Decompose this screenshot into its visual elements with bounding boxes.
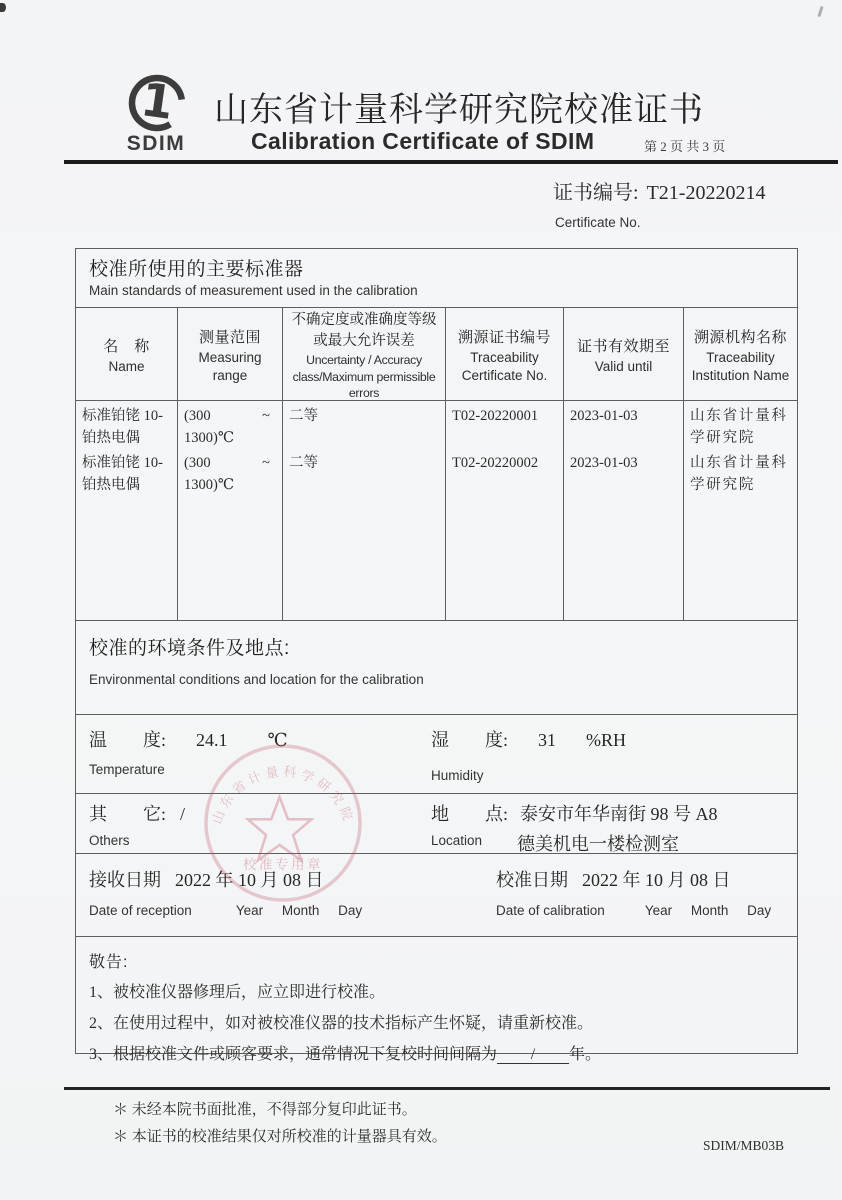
table-cell-institution-row2: 山东省计量科学研究院 <box>690 455 788 494</box>
institution-column <box>684 401 797 620</box>
others-value: / <box>180 804 186 824</box>
calibration-date-field: 校准日期 2022 年 10 月 08 日 Date of calibration Year Month Day <box>496 870 772 918</box>
calibration-label-en: Date of calibration <box>496 903 605 918</box>
grade-column <box>283 401 446 620</box>
temperature-label-en: Temperature <box>89 762 165 777</box>
table-cell-valid-row1: 2023-01-03 <box>570 408 638 424</box>
recalibration-interval-blank: / <box>497 1047 569 1064</box>
location-field: 地 点: 泰安市年华南街 98 号 A8 Location 德美机电一楼检测室 <box>431 804 718 854</box>
standards-title-en: Main standards of measurement used in the calibration <box>89 283 418 298</box>
certificate-number-label: 证书编号: <box>553 182 639 204</box>
table-cell-valid-row2: 2023-01-03 <box>570 455 638 471</box>
divider <box>76 793 797 794</box>
range-column <box>178 401 283 620</box>
notice-item-1: 1、被校准仪器修理后，应立即进行校准。 <box>89 984 386 1001</box>
certificate-number-line <box>553 176 765 205</box>
environment-title-en: Environmental conditions and location for the calibration <box>89 672 424 687</box>
humidity-label-en: Humidity <box>431 768 484 783</box>
divider <box>76 714 797 715</box>
table-cell-grade-row1: 二等 <box>289 408 318 424</box>
reception-date-field: 接收日期 2022 年 10 月 08 日 Date of reception Year Month Day <box>89 870 363 918</box>
logo-text: SDIM <box>126 132 186 155</box>
page-number: 第 2 页 共 3 页 <box>644 139 726 154</box>
scan-speck <box>817 6 823 17</box>
temperature-field: 温 度: 24.1 ℃ Temperature <box>89 730 288 777</box>
others-label-en: Others <box>89 833 130 848</box>
calibration-units-en: Year Month Day <box>644 903 772 918</box>
standards-title-zh: 校准所使用的主要标准器 <box>89 259 304 280</box>
scan-speck <box>0 3 6 12</box>
col-header-traceability-cert: 溯源证书编号 Traceability Certificate No. <box>446 308 564 404</box>
reception-units-en: Year Month Day <box>235 903 363 918</box>
table-cell-grade-row2: 二等 <box>289 455 318 471</box>
table-cell-name-row2: 标准铂铑 10-铂热电偶 <box>82 455 163 494</box>
name-column <box>76 401 178 620</box>
header-rule <box>64 160 838 164</box>
sdim-logo-icon <box>117 72 195 136</box>
col-header-institution: 溯源机构名称 Traceability Institution Name <box>691 328 790 383</box>
calibration-date-value: 2022 年 10 月 08 日 <box>582 870 731 890</box>
divider <box>76 853 797 854</box>
temperature-unit: ℃ <box>267 730 288 750</box>
location-value-line1: 泰安市年华南街 98 号 A8 <box>520 804 718 824</box>
stamp-arc-text: 山东省计量科学研究院 <box>209 763 357 826</box>
page-title-zh: 山东省计量科学研究院校准证书 <box>214 92 704 129</box>
col-header-uncertainty: 不确定度或准确度等级或最大允许误差 Uncertainty / Accuracy class/Maximum permissible errors <box>283 308 446 404</box>
location-value-line2: 德美机电一楼检测室 <box>517 834 680 854</box>
page-title-en: Calibration Certificate of SDIM <box>251 128 595 154</box>
notice-block <box>89 949 601 1064</box>
table-cell-institution-row1: 山东省计量科学研究院 <box>690 408 788 447</box>
certificate-body-box <box>75 248 798 1063</box>
divider <box>76 936 797 937</box>
temperature-value: 24.1 <box>196 730 228 750</box>
notice-item-3: 3、根据校准文件或顾客要求，通常情况下复校时间间隔为 / 年。 <box>89 1046 602 1063</box>
form-number: SDIM/MB03B <box>702 1138 784 1153</box>
col-header-valid-until: 证书有效期至 Valid until <box>564 308 684 404</box>
others-field: 其 它: / Others <box>89 804 186 848</box>
reception-date-value: 2022 年 10 月 08 日 <box>175 870 324 890</box>
footer-rule <box>64 1087 830 1090</box>
svg-text:1: 1 <box>137 72 177 130</box>
valid-until-column <box>564 401 684 620</box>
certificate-number-label-en: Certificate No. <box>555 215 641 230</box>
table-cell-name-row1: 标准铂铑 10-铂热电偶 <box>82 408 163 447</box>
table-cell-range-row1: (300 ~ 1300)℃ <box>184 408 270 447</box>
col-header-range: 测量范围 Measuring range <box>178 308 283 404</box>
cert-no-column <box>446 401 564 620</box>
reception-label-en: Date of reception <box>89 903 192 918</box>
certificate-number-value: T21-20220214 <box>646 182 766 204</box>
humidity-field: 湿 度: 31 %RH Humidity <box>431 730 627 783</box>
footer-note-1: ＊ 未经本院书面批准，不得部分复印此证书。 <box>113 1102 417 1118</box>
humidity-value: 31 <box>538 730 557 750</box>
standards-table-body <box>76 401 797 621</box>
stamp-bottom-text: 校准专用章 <box>243 857 323 872</box>
environment-title-zh: 校准的环境条件及地点: <box>89 638 290 659</box>
table-cell-certno-row2: T02-20220002 <box>452 455 539 471</box>
table-cell-certno-row1: T02-20220001 <box>452 408 539 424</box>
table-cell-range-row2: (300 ~ 1300)℃ <box>184 455 270 494</box>
standards-table-header <box>76 307 797 401</box>
col-header-name: 名 称 Name <box>76 308 178 404</box>
location-label-en: Location <box>431 833 483 848</box>
footer-note-2: ＊ 本证书的校准结果仅对所校准的计量器具有效。 <box>113 1129 447 1145</box>
notice-title: 敬告: <box>89 954 129 971</box>
notice-item-2: 2、在使用过程中，如对被校准仪器的技术指标产生怀疑，请重新校准。 <box>89 1015 594 1032</box>
humidity-unit: %RH <box>586 730 627 750</box>
sdim-logo <box>106 72 206 158</box>
